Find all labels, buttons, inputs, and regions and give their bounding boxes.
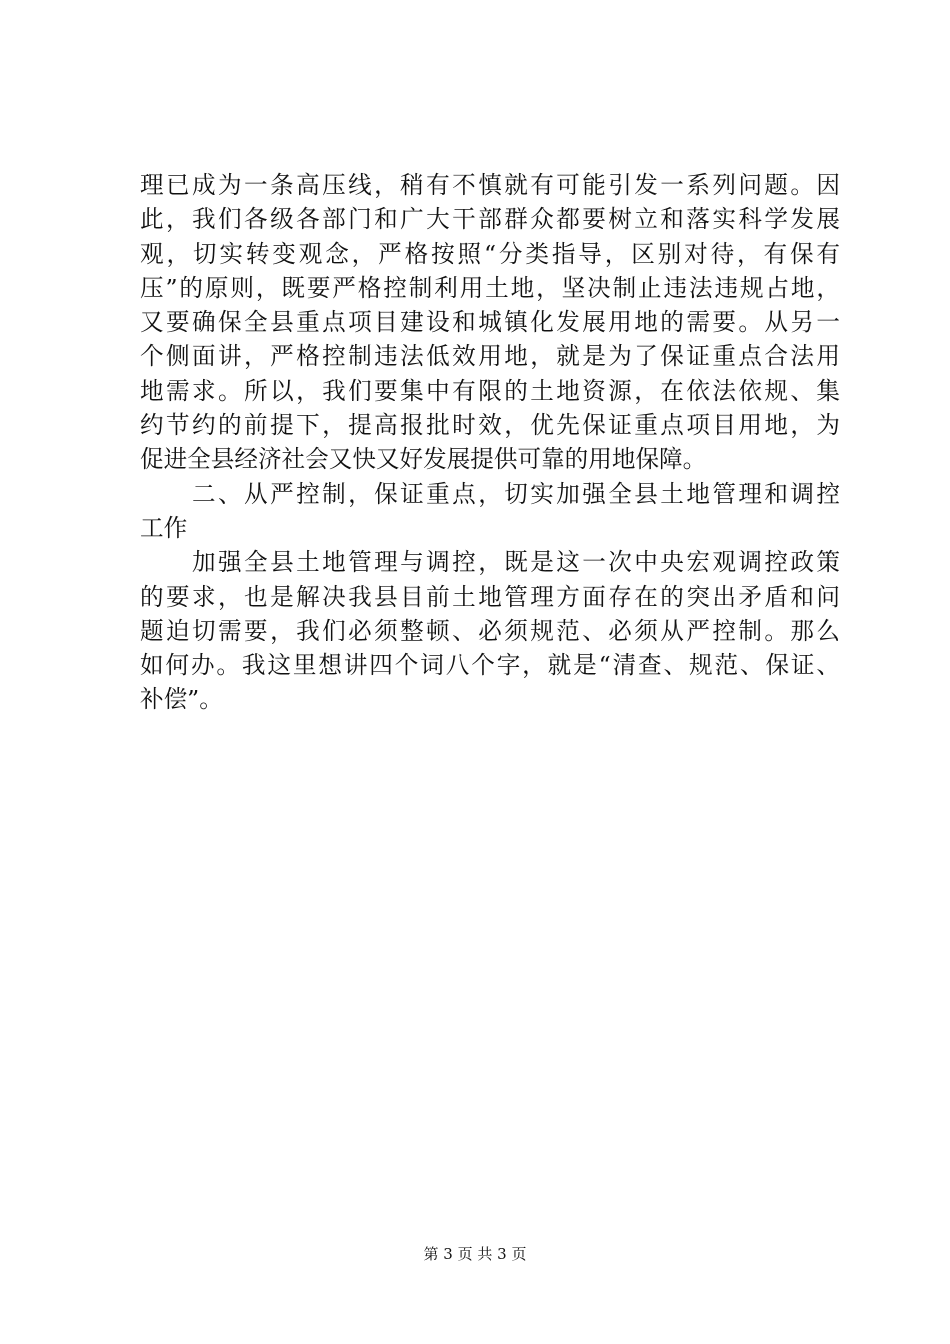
text-line: 约节约的前提下，提高报批时效，优先保证重点项目用地，为: [140, 411, 840, 440]
text-line: 压”的原则，既要严格控制利用土地，坚决制止违法违规占地，: [140, 273, 840, 302]
text-line: 补偿”。: [140, 685, 223, 714]
text-line: 题迫切需要，我们必须整顿、必须规范、必须从严控制。那么: [140, 616, 840, 645]
text-line: 加强全县土地管理与调控，既是这一次中央宏观调控政策: [140, 548, 840, 577]
text-line: 此，我们各级各部门和广大干部群众都要树立和落实科学发展: [140, 205, 840, 234]
section-heading: 二、从严控制，保证重点，切实加强全县土地管理和调控: [140, 479, 840, 508]
text-line: 理已成为一条高压线，稍有不慎就有可能引发一系列问题。因: [140, 171, 840, 199]
text-line: 的要求，也是解决我县目前土地管理方面存在的突出矛盾和问: [140, 582, 840, 611]
body-text: [140, 168, 840, 717]
text-line: 地需求。所以，我们要集中有限的土地资源，在依法依规、集: [140, 376, 840, 405]
text-line: 如何办。我这里想讲四个词八个字，就是“清查、规范、保证、: [140, 651, 840, 680]
text-line: 又要确保全县重点项目建设和城镇化发展用地的需要。从另一: [140, 308, 840, 337]
page-number-footer: 第 3 页 共 3 页: [423, 1245, 527, 1263]
text-line: 个侧面讲，严格控制违法低效用地，就是为了保证重点合法用: [140, 342, 840, 371]
section-heading: 工作: [140, 513, 188, 542]
text-line: 观，切实转变观念，严格按照“分类指导，区别对待，有保有: [140, 239, 840, 268]
text-line: 促进全县经济社会又快又好发展提供可靠的用地保障。: [140, 445, 707, 474]
